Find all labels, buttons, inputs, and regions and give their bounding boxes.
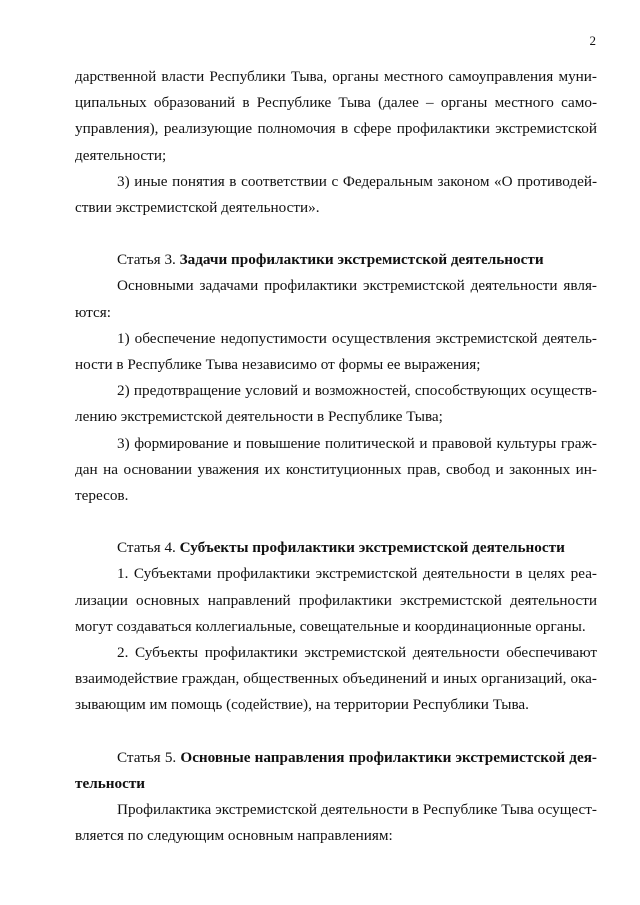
article-heading-title: Задачи профилактики экстремистской деятельности <box>179 251 544 269</box>
article-heading <box>75 247 597 273</box>
article-heading-title: Субъекты профилактики экстремистской деятельности <box>179 539 565 557</box>
document-body <box>75 64 597 849</box>
paragraph <box>75 797 597 849</box>
paragraph <box>75 640 597 719</box>
paragraph <box>75 378 597 430</box>
paragraph <box>75 273 597 325</box>
paragraph <box>75 326 597 378</box>
text-line: ются: <box>75 303 111 321</box>
text-line: управления), реализующие полномочия в сфере профилактики экстремистской <box>75 120 597 138</box>
text-line: могут создаваться коллегиальные, совещательные и координационные органы. <box>75 617 586 635</box>
article-heading-title: тельности <box>75 774 146 792</box>
paragraph <box>75 561 597 640</box>
text-line: вляется по следующим основным направлениям: <box>75 827 393 845</box>
text-line: Профилактика экстремистской деятельности в Республике Тыва осущест- <box>117 801 597 819</box>
text-line: деятельности; <box>75 146 167 164</box>
text-line: 2) предотвращение условий и возможностей, способствующих осуществ- <box>117 382 597 400</box>
text-line: взаимодействие граждан, общественных объединений и иных организаций, ока- <box>75 670 597 688</box>
text-line: Основными задачами профилактики экстремистской деятельности явля- <box>117 277 597 295</box>
text-line: 3) иные понятия в соответствии с Федеральным законом «О противодей- <box>117 172 597 190</box>
paragraph <box>75 64 597 169</box>
article-heading-title: Основные направления профилактики экстремистской дея- <box>180 748 597 766</box>
text-line: 1. Субъектами профилактики экстремистской деятельности в целях реа- <box>117 565 597 583</box>
text-line: тересов. <box>75 487 129 505</box>
text-line: дан на основании уважения их конституционных прав, свобод и законных ин- <box>75 460 597 478</box>
text-line: 1) обеспечение недопустимости осуществления экстремистской деятель- <box>117 329 597 347</box>
article-heading-prefix: Статья 3. <box>117 251 180 269</box>
text-line: 2. Субъекты профилактики экстремистской деятельности обеспечивают <box>117 644 597 662</box>
text-line: ствии экстремистской деятельности». <box>75 199 320 217</box>
text-line: лению экстремистской деятельности в Республике Тыва; <box>75 408 443 426</box>
article-heading-prefix: Статья 4. <box>117 539 180 557</box>
page-number: 2 <box>589 33 596 48</box>
text-line: зывающим им помощь (содействие), на территории Республики Тыва. <box>75 696 529 714</box>
paragraph <box>75 431 597 510</box>
text-line: лизации основных направлений профилактики экстремистской деятельности <box>75 591 597 609</box>
text-line: ности в Республике Тыва независимо от формы ее выражения; <box>75 356 481 374</box>
article-heading-prefix: Статья 5. <box>117 748 181 766</box>
article-heading <box>75 535 597 561</box>
text-line: 3) формирование и повышение политической и правовой культуры граж- <box>117 434 597 452</box>
article-heading <box>75 745 597 797</box>
text-line: ципальных образований в Республике Тыва (далее – органы местного само- <box>75 94 597 112</box>
text-line: дарственной власти Республики Тыва, органы местного самоуправления муни- <box>75 68 597 85</box>
paragraph <box>75 169 597 221</box>
